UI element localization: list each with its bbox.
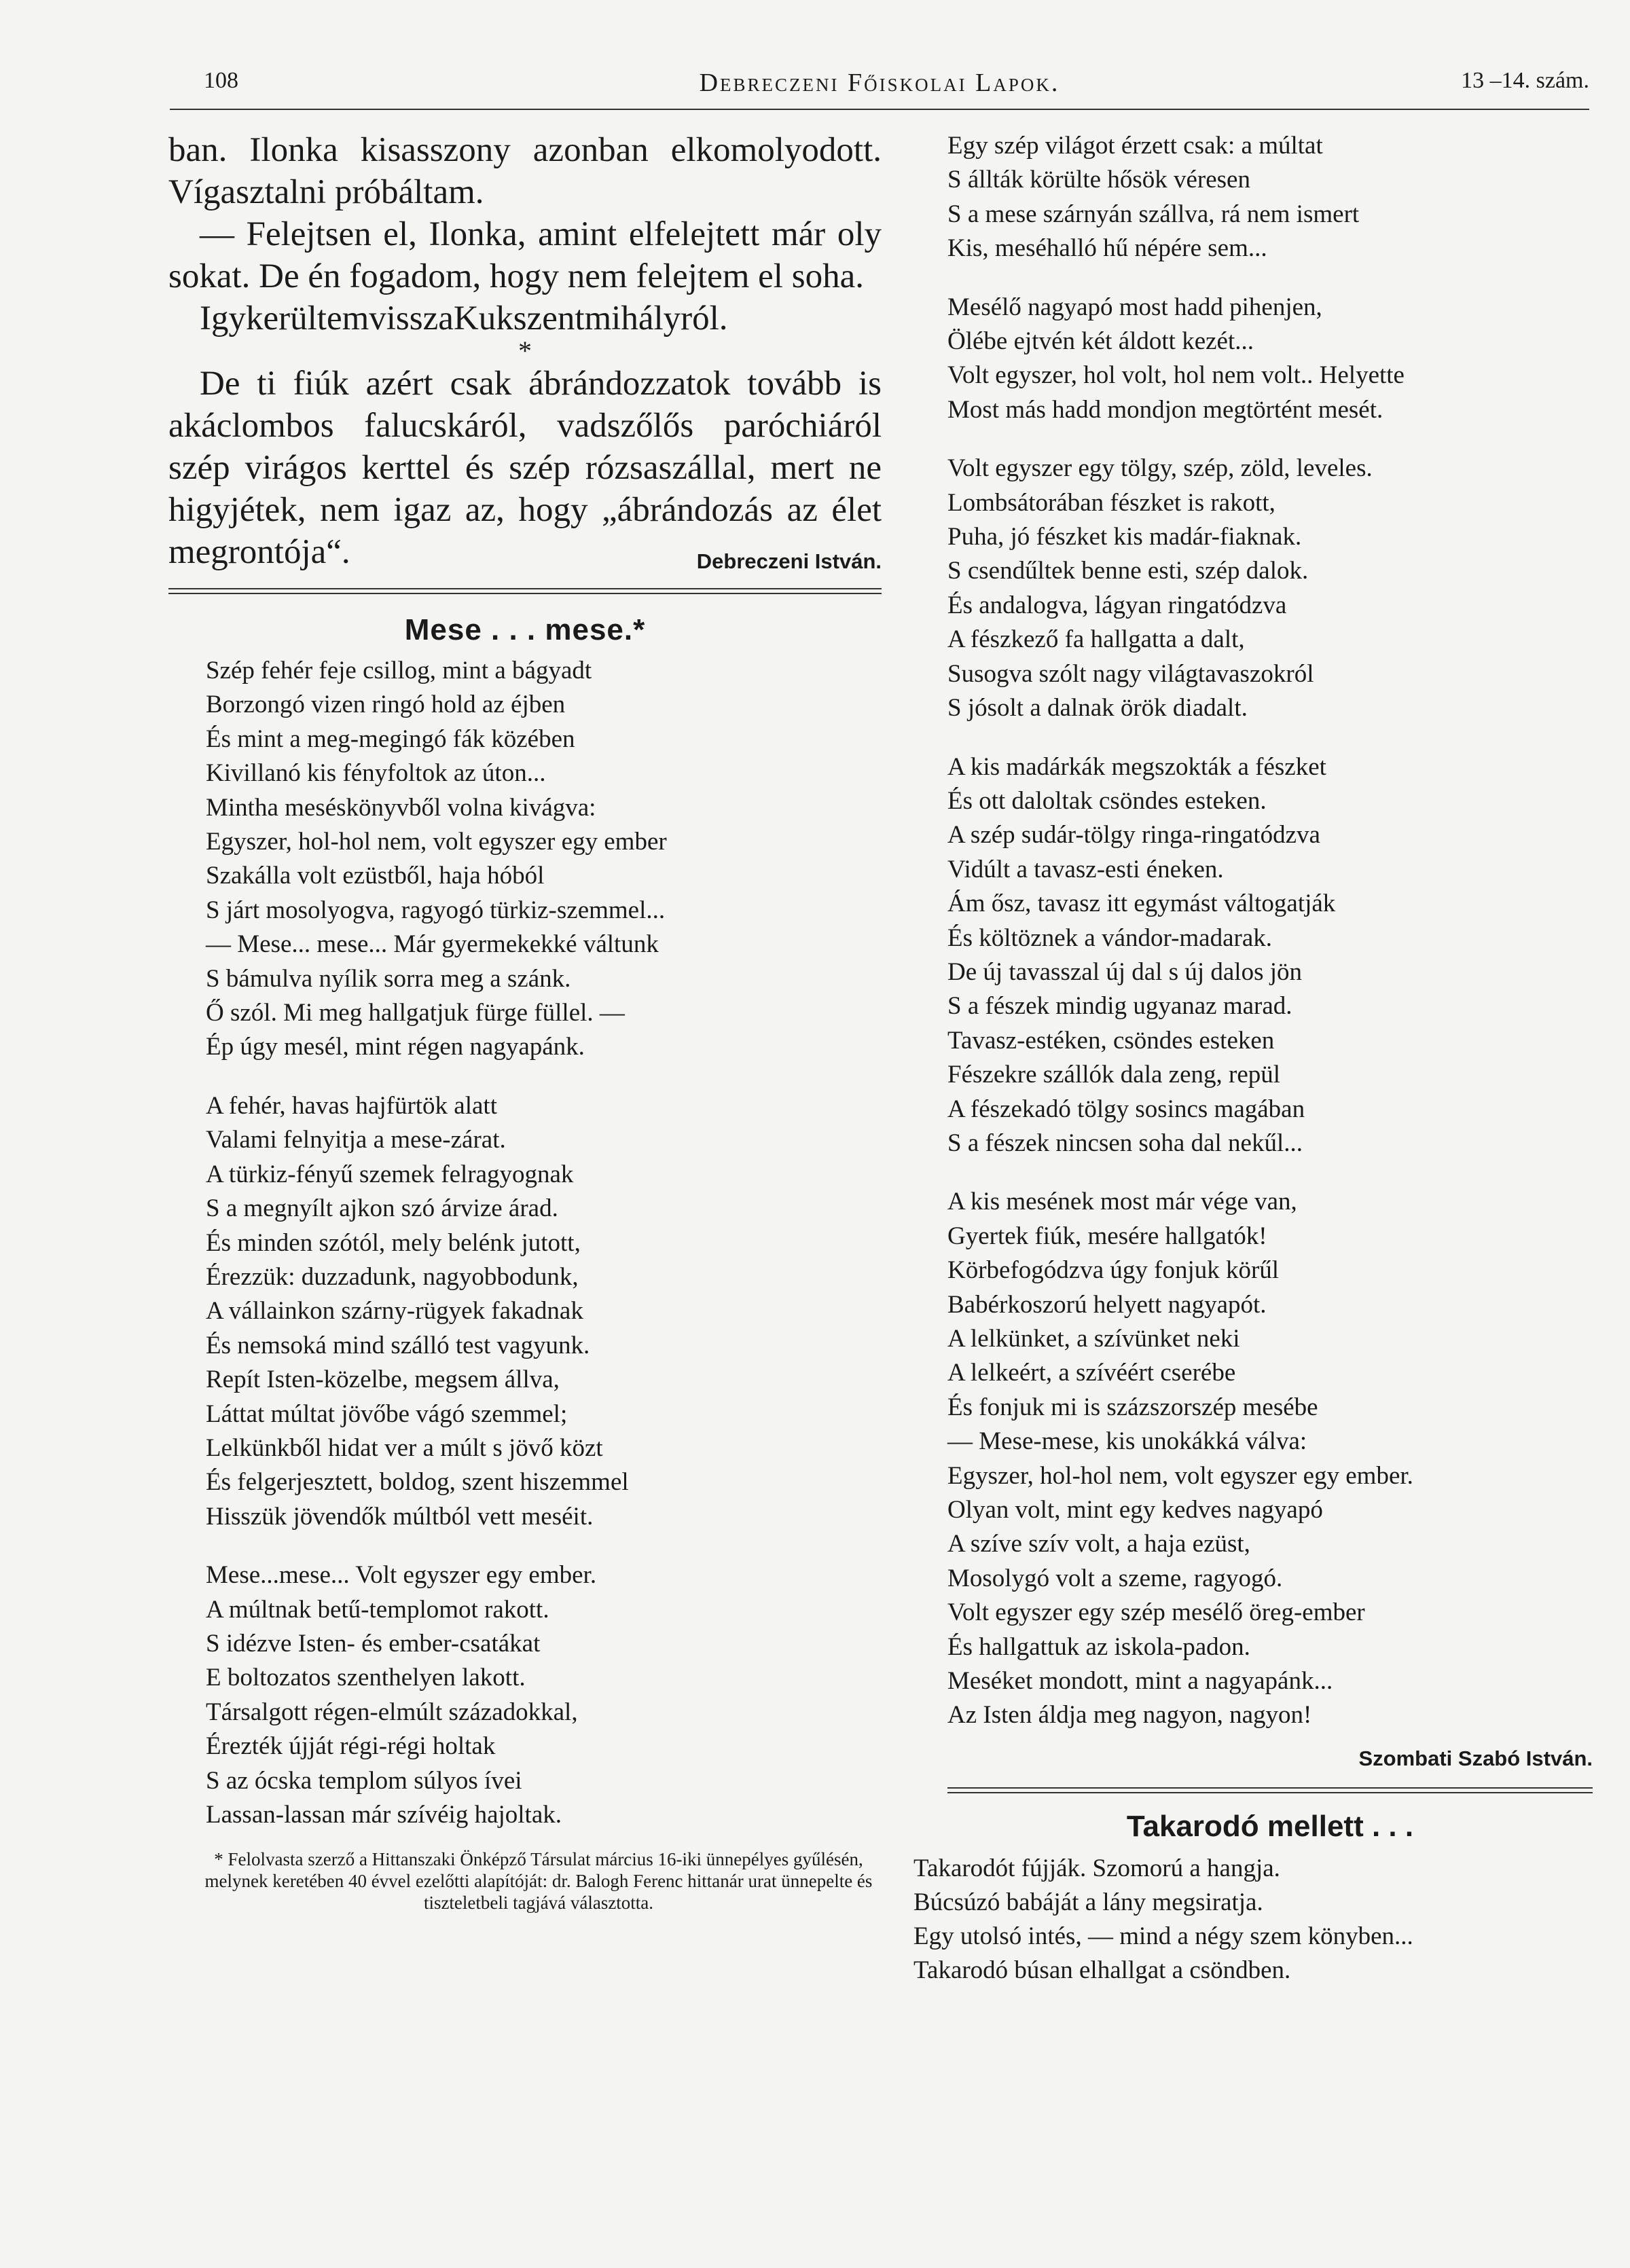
verse-line: Tavasz-estéken, csöndes esteken bbox=[947, 1026, 1275, 1055]
poem-left-part bbox=[168, 654, 882, 1832]
verse-line: Szép fehér feje csillog, mint a bágyadt bbox=[206, 657, 592, 684]
verse-line: Takarodó búsan elhallgat a csöndben. bbox=[913, 1956, 1291, 1984]
journal-title: Debreczeni Főiskolai Lapok. bbox=[699, 69, 1060, 97]
verse-line: Lassan-lassan már szívéig hajoltak. bbox=[206, 1801, 562, 1829]
stanza bbox=[947, 750, 1593, 1161]
verse-line: Valami felnyitja a mese-zárat. bbox=[206, 1126, 506, 1154]
verse-line: S a fészek nincsen soha dal nekűl... bbox=[947, 1129, 1303, 1157]
verse-line: Takarodót fújják. Szomorú a hangja. bbox=[913, 1854, 1280, 1882]
article-ending bbox=[168, 129, 882, 573]
verse-line: Kis, meséhalló hű népére sem... bbox=[947, 234, 1267, 263]
verse-line: A szíve szív volt, a haja ezüst, bbox=[947, 1530, 1250, 1558]
stanza bbox=[947, 129, 1593, 266]
verse-line: Egyszer, hol-hol nem, volt egyszer egy ember. bbox=[947, 1461, 1413, 1490]
verse-line: Most más hadd mondjon megtörtént mesét. bbox=[947, 395, 1383, 424]
verse-line: A türkiz-fényű szemek felragyognak bbox=[206, 1160, 574, 1188]
verse-line: Vidúlt a tavasz-esti éneken. bbox=[947, 855, 1224, 883]
verse-line: S a megnyílt ajkon szó árvize árad. bbox=[206, 1194, 558, 1223]
verse-line: Fészekre szállók dala zeng, repül bbox=[947, 1061, 1281, 1089]
verse-line: A kis madárkák megszokták a fészket bbox=[947, 752, 1326, 781]
section-divider bbox=[947, 1787, 1593, 1793]
verse-line: Volt egyszer, hol volt, hol nem volt.. Helyette bbox=[947, 361, 1405, 390]
verse-line: Érezték újját régi-régi holtak bbox=[206, 1732, 496, 1761]
paragraph: ban. Ilonka kisasszony azonban elkomolyodott. Vígasztalni próbáltam. bbox=[168, 131, 882, 211]
verse-line: S járt mosolyogva, ragyogó türkiz-szemmel... bbox=[206, 896, 666, 924]
verse-line: Egy szép világot érzett csak: a múltat bbox=[947, 132, 1323, 160]
footnote: * Felolvasta szerző a Hittanszaki Önképző Társulat március 16-iki ünnepélyes gyűlésén, melynek keretében 40 évvel ezelőtti alapítóját: dr. Balogh Ferenc hittanár urat ünnepelte és tiszteletbeli tagjává választotta. bbox=[204, 1849, 873, 1914]
stanza-gap bbox=[947, 427, 1593, 452]
verse-line: S a mese szárnyán szállva, rá nem ismert bbox=[947, 200, 1360, 228]
stanza bbox=[206, 1558, 882, 1832]
verse-line: És nemsoká mind szálló test vagyunk. bbox=[206, 1331, 590, 1359]
verse-line: Körbefogódzva úgy fonjuk körűl bbox=[947, 1256, 1280, 1285]
stanza bbox=[206, 654, 882, 1065]
verse-line: És hallgattuk az iskola-padon. bbox=[947, 1632, 1250, 1661]
right-column bbox=[913, 129, 1593, 1988]
verse-line: A kis mesének most már vége van, bbox=[947, 1188, 1297, 1216]
verse-line: Ölébe ejtvén két áldott kezét... bbox=[947, 327, 1254, 356]
verse-line: És fonjuk mi is százszorszép mesébe bbox=[947, 1393, 1318, 1421]
verse-line: Volt egyszer egy szép mesélő öreg-ember bbox=[947, 1598, 1365, 1627]
verse-line: Mesélő nagyapó most hadd pihenjen, bbox=[947, 293, 1322, 321]
section-separator: * bbox=[518, 335, 532, 366]
verse-line: Meséket mondott, mint a nagyapánk... bbox=[947, 1667, 1333, 1696]
verse-line: Szakálla volt ezüstből, haja hóból bbox=[206, 862, 545, 890]
verse-line: A szép sudár-tölgy ringa-ringatódzva bbox=[947, 821, 1320, 849]
verse-line: Ő szól. Mi meg hallgatjuk fürge füllel. — bbox=[206, 999, 625, 1027]
verse-line: És költöznek a vándor-madarak. bbox=[947, 923, 1273, 952]
verse-line: Láttat múltat jövőbe vágó szemmel; bbox=[206, 1400, 568, 1428]
verse-line: E boltozatos szenthelyen lakott. bbox=[206, 1664, 526, 1692]
verse-line: És minden szótól, mely belénk jutott, bbox=[206, 1228, 581, 1257]
verse-line: De új tavasszal új dal s új dalos jön bbox=[947, 957, 1303, 986]
stanza-gap bbox=[206, 1065, 882, 1089]
verse-line: A fészekadó tölgy sosincs magában bbox=[947, 1095, 1305, 1123]
verse-line: A lelkeért, a szívéért cserébe bbox=[947, 1359, 1236, 1387]
poem-author: Szombati Szabó István. bbox=[1358, 1746, 1593, 1770]
verse-line: Lelkünkből hidat ver a múlt s jövő közt bbox=[206, 1433, 603, 1462]
verse-line: S a fészek mindig ugyanaz marad. bbox=[947, 992, 1292, 1021]
stanza-gap bbox=[947, 266, 1593, 291]
verse-line: Susogva szólt nagy világtavaszokról bbox=[947, 659, 1314, 688]
page-number: 108 bbox=[204, 68, 238, 93]
left-column bbox=[168, 129, 882, 1914]
stanza bbox=[947, 1185, 1593, 1733]
verse-line: Puha, jó fészket kis madár-fiaknak. bbox=[947, 523, 1302, 551]
verse-line: A lelkünket, a szívünket neki bbox=[947, 1325, 1240, 1353]
verse-line: És ott daloltak csöndes esteken. bbox=[947, 786, 1267, 815]
verse-line: Mosolygó volt a szeme, ragyogó. bbox=[947, 1564, 1283, 1592]
verse-line: Társalgott régen-elmúlt századokkal, bbox=[206, 1698, 578, 1726]
verse-line: Kivillanó kis fényfoltok az úton... bbox=[206, 759, 546, 788]
verse-line: — Mese-mese, kis unokákká válva: bbox=[947, 1427, 1307, 1456]
poem-takarodo bbox=[913, 1852, 1593, 1988]
poem-title: Mese . . . mese.* bbox=[404, 613, 646, 646]
verse-line: A fehér, havas hajfürtök alatt bbox=[206, 1091, 497, 1120]
verse-line: És mint a meg-megingó fák közében bbox=[206, 725, 575, 753]
verse-line: Érezzük: duzzadunk, nagyobbodunk, bbox=[206, 1262, 579, 1291]
paragraph: — Felejtsen el, Ilonka, amint elfelejtett már oly sokat. De én fogadom, hogy nem felejtem el soha. bbox=[168, 215, 882, 295]
stanza-gap bbox=[206, 1534, 882, 1558]
paragraph-text: De ti fiúk azért csak ábrándozzatok tovább is akáclombos falucskáról, vadszőlős paróchiáról szép virágos kerttel és szép rózsaszállal, mert ne higyjétek, nem igaz az, hogy „ábrándozás az élet megrontója“. bbox=[168, 365, 882, 571]
verse-line: Hisszük jövendők múltból vett meséit. bbox=[206, 1502, 594, 1531]
verse-line: Egy utolsó intés, — mind a négy szem könyben... bbox=[913, 1922, 1413, 1950]
verse-line: Volt egyszer egy tölgy, szép, zöld, leveles. bbox=[947, 454, 1373, 483]
verse-line: Repít Isten-közelbe, megsem állva, bbox=[206, 1366, 560, 1394]
header-rule bbox=[170, 109, 1589, 110]
verse-line: Mese...mese... Volt egyszer egy ember. bbox=[206, 1561, 597, 1590]
verse-line: Borzongó vizen ringó hold az éjben bbox=[206, 691, 566, 719]
verse-line: S bámulva nyílik sorra meg a szánk. bbox=[206, 964, 571, 993]
verse-line: S csendűltek benne esti, szép dalok. bbox=[947, 557, 1309, 585]
verse-line: Babérkoszorú helyett nagyapót. bbox=[947, 1290, 1267, 1319]
verse-line: Búcsúzó babáját a lány megsiratja. bbox=[913, 1888, 1263, 1916]
poem-right-part bbox=[947, 129, 1593, 1733]
section-divider bbox=[168, 588, 882, 594]
stanza bbox=[206, 1089, 882, 1534]
verse-line: Mintha meséskönyvből volna kivágva: bbox=[206, 793, 596, 822]
verse-line: Az Isten áldja meg nagyon, nagyon! bbox=[947, 1701, 1312, 1730]
verse-line: A vállainkon szárny-rügyek fakadnak bbox=[206, 1297, 583, 1325]
article-author: Debreczeni István. bbox=[696, 549, 882, 573]
verse-line: Lombsátorában fészket is rakott, bbox=[947, 488, 1275, 517]
stanza-gap bbox=[947, 726, 1593, 750]
verse-line: S idézve Isten- és ember-csatákat bbox=[206, 1629, 541, 1658]
page-header bbox=[170, 68, 1589, 109]
closing-paragraph bbox=[168, 363, 882, 573]
paragraph: IgykerültemvisszaKukszentmihályról. bbox=[200, 299, 728, 337]
stanza-gap bbox=[947, 1160, 1593, 1185]
stanza bbox=[947, 291, 1593, 428]
verse-line: S jósolt a dalnak örök diadalt. bbox=[947, 694, 1248, 723]
verse-line: Olyan volt, mint egy kedves nagyapó bbox=[947, 1496, 1323, 1524]
verse-line: Ám ősz, tavasz itt egymást váltogatják bbox=[947, 890, 1336, 918]
verse-line: S az ócska templom súlyos ívei bbox=[206, 1766, 522, 1795]
poem-title: Takarodó mellett . . . bbox=[1126, 1809, 1414, 1843]
verse-line: Egyszer, hol-hol nem, volt egyszer egy ember bbox=[206, 828, 667, 856]
verse-line: És andalogva, lágyan ringatódzva bbox=[947, 591, 1287, 619]
verse-line: És felgerjesztett, boldog, szent hiszemmel bbox=[206, 1468, 629, 1497]
verse-line: Ép úgy mesél, mint régen nagyapánk. bbox=[206, 1033, 585, 1061]
stanza bbox=[947, 452, 1593, 725]
verse-line: Gyertek fiúk, mesére hallgatók! bbox=[947, 1222, 1267, 1250]
verse-line: A fészkező fa hallgatta a dalt, bbox=[947, 625, 1245, 654]
verse-line: — Mese... mese... Már gyermekekké váltunk bbox=[206, 930, 659, 959]
issue-number: 13 –14. szám. bbox=[1461, 68, 1589, 93]
verse-line: S állták körülte hősök véresen bbox=[947, 166, 1250, 194]
verse-line: A múltnak betű-templomot rakott. bbox=[206, 1595, 549, 1624]
